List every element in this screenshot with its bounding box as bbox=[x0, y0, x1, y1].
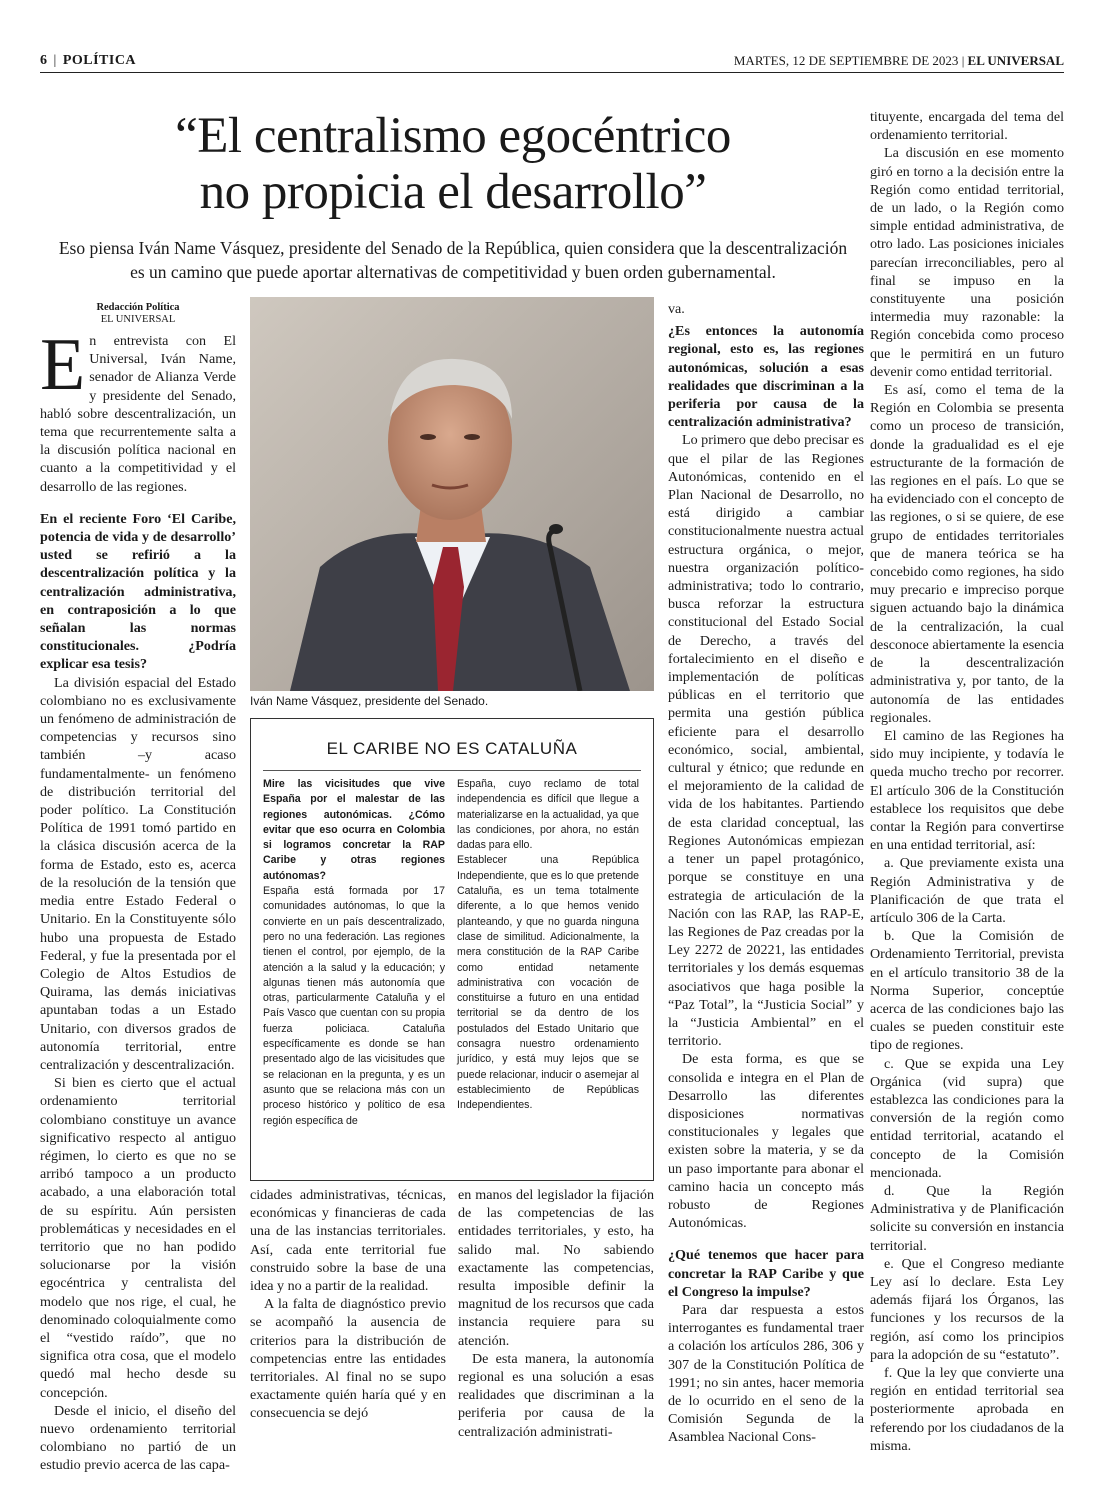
answer-paragraph: cidades administrativas, técnicas, económicas y financieras de cada una de las instancias territoriales. Así, cada ente territorial fue construido sobre la base de una idea y no a partir de la realidad. bbox=[250, 1187, 446, 1295]
box-column-right bbox=[457, 777, 639, 1114]
portrait-illustration bbox=[250, 297, 654, 691]
requirement-d: d. Que la Región Administrativa y de Planificación solicite su conversión en instancia territorial. bbox=[870, 1182, 1064, 1254]
byline bbox=[40, 302, 236, 326]
requirement-a: a. Que previamente exista una Región Administrativa y de Planificación de que trata el artículo 306 de la Carta. bbox=[870, 855, 1064, 926]
byline-outlet: EL UNIVERSAL bbox=[100, 314, 176, 325]
answer-paragraph: Si bien es cierto que el actual ordenamiento territorial colombiano constituye un avance significativo respecto al antiguo régimen, lo cierto es que no se arribó tampoco a un producto acabado, a una elaboración total de su espíritu. Aún persisten problemáticas y necesidades en el territorio que no han podido solucionarse por la visión egocéntrica y centralista del modelo que nos rige, el cual, he denominado coloquialmente como el “vestido raído”, que no significa otra cosa, que el modelo quedó mal hecho desde su concepción. bbox=[40, 1075, 236, 1401]
publication-name: EL UNIVERSAL bbox=[967, 53, 1064, 68]
answer-paragraph: De esta forma, es que se consolida e integra en el Plan de Desarrollo las diferentes disposiciones normativas constitucionales y legales que existen sobre la materia, y se da un paso importante para abonar el camino hacia un concepto más robusto de Regiones Autonómicas. bbox=[668, 1051, 864, 1232]
box-question: Mire las vicisitudes que vive España por el malestar de las regiones autonómicas. ¿Cómo evitar que eso ocurra en Colombia si logramos concretar la RAP Caribe y otras regiones autónomas? bbox=[263, 778, 445, 882]
column-1 bbox=[40, 324, 236, 1475]
box-answer-paragraph: España, cuyo reclamo de total independencia es difícil que llegue a materializarse en la actualidad, ya que las condiciones, por ahora, no están dadas para ello. bbox=[457, 778, 639, 852]
column-4 bbox=[668, 300, 864, 1447]
issue-date: MARTES, 12 DE SEPTIEMBRE DE 2023 bbox=[733, 53, 959, 68]
headline-line-1: “El centralismo egocéntrico bbox=[175, 108, 731, 164]
question-1: En el reciente Foro ‘El Caribe, potencia de vida y de desarrollo’ usted se refirió a la descentralización política y la centralización administrativa, en contraposición a lo que señalan las normas constitucionales. ¿Podría explicar esa tesis? bbox=[40, 510, 236, 673]
question-2: ¿Es entonces la autonomía regional, esto es, las regiones autonómicas, solución a esas realidades que discriminan a la periferia por causa de la centralización administrativa? bbox=[668, 323, 864, 431]
requirement-f: f. Que la ley que convierte una región en entidad territorial sea posteriormente aprobada en referendo por los ciudadanos de la misma. bbox=[870, 1365, 1064, 1454]
headline bbox=[40, 108, 866, 220]
page-header-left: 6 | POLÍTICA bbox=[40, 53, 137, 68]
drop-cap: E bbox=[40, 324, 86, 406]
answer-paragraph: El camino de las Regiones ha sido muy incipiente, y todavía le queda mucho trecho por recorrer. El artículo 306 de la Constitución establece los requisitos que debe contar la Región para convertirse en una entidad territorial, así: bbox=[870, 727, 1064, 854]
sidebar-box bbox=[250, 718, 654, 1181]
requirement-b: b. Que la Comisión de Ordenamiento Territorial, prevista en el artículo transitorio 38 de la Norma Superior, conceptúe acerca de las condiciones bajo las cuales se pueden constituir este tipo de regiones. bbox=[870, 928, 1064, 1054]
box-title: EL CARIBE NO ES CATALUÑA bbox=[326, 739, 578, 758]
page-number: 6 bbox=[40, 53, 48, 68]
answer-paragraph: Lo primero que debo precisar es que el pilar de las Regiones Autonómicas, contenido en el Plan Nacional de Desarrollo, no está dirigido a cambiar constitucionalmente nuestra actual estructura orgánica, o mejor, nuestra organización político-administrativa; todo lo contrario, busca reforzar la estructura constitucional del Estado Social de Derecho, a través del fortalecimiento en el diseño e implementación de políticas públicas en el territorio que permita una gestión pública eficiente para el desarrollo económico, social, ambiental, cultural y étnico; que redunde en el mejoramiento de la calidad de vida de los habitantes. Partiendo de esta claridad conceptual, las Regiones Autonómicas empiezan a tener un papel protagónico, porque se constituye en una estrategia de articulación de la Nación con las RAP, las RAP-E, las Regiones de Paz creadas por la Ley 2272 de 20221, las entidades territoriales y los demás esquemas asociativos que haga posible la “Paz Total”, la “Justicia Social” y la “Justicia Ambiental” en el territorio. bbox=[668, 432, 864, 1050]
column-5 bbox=[870, 108, 1064, 1455]
subheadline bbox=[40, 236, 866, 284]
answer-paragraph: Es así, como el tema de la Región en Colombia se presenta como un proceso de transición, donde la gradualidad es el eje estructurante de la formación de las regiones en el país. Lo que se ha evidenciado con el concepto de las regiones, o si se quiere, de ese grupo de entidades territoriales que de manera teórica se ha concebido como regiones, ha sido muy precario e impreciso porque siguen actuando bajo la dinámica de la centralización, la cual desconoce abiertamente la esencia de la descentralización administrativa y, por tanto, de la autonomía de las entidades regionales. bbox=[870, 382, 1064, 726]
answer-paragraph: Desde el inicio, el diseño del nuevo ordenamiento territorial colombiano no partió de un estudio previo acerca de las capa- bbox=[40, 1402, 236, 1474]
answer-paragraph: De esta manera, la autonomía regional es una solución a esas realidades que discriminan a la periferia por causa de la centralización administrati- bbox=[458, 1350, 654, 1440]
continued-text: tituyente, encargada del tema del ordenamiento territorial. bbox=[870, 109, 1064, 144]
answer-paragraph: Para dar respuesta a estos interrogantes es fundamental traer a colación los artículos 286, 306 y 307 de la Constitución Política de 1991; no sin antes, hacer memoria de lo ocurrido en el seno de la Comisión Segunda de la Asamblea Nacional Cons- bbox=[668, 1301, 864, 1446]
requirement-e: e. Que el Congreso mediante Ley así lo declare. Esta Ley además fijará los Órganos, las funciones y los recursos de la región, así como los principios para la adopción de su “estatuto”. bbox=[870, 1255, 1064, 1363]
column-3 bbox=[458, 1186, 654, 1441]
requirement-c: c. Que se expida una Ley Orgánica (vid supra) que establezca las condiciones para la conversión de la región como entidad territorial, acatando el concepto de la Comisión mencionada. bbox=[870, 1055, 1064, 1181]
answer-paragraph: La discusión en ese momento giró en torno a la decisión entre la Región como entidad territorial, de un lado, o la Región como simple entidad administrativa, de otro lado. Las posiciones iniciales parecían irreconciliables, pero al final se impuso en la constituyente una posición intermedia muy razonable: la Región concebida como proceso que le permitirá en un futuro devenir como entidad territorial. bbox=[870, 145, 1064, 380]
photo-caption: Iván Name Vásquez, presidente del Senado. bbox=[250, 694, 489, 708]
page-header-right: MARTES, 12 DE SEPTIEMBRE DE 2023 | EL UNIVERSAL bbox=[733, 53, 1064, 68]
answer-paragraph: A la falta de diagnóstico previo se acompañó la ausencia de criterios para la distribución de competencias entre las entidades territoriales. Al final no se supo exactamente quién haría qué y en consecuencia se dejó bbox=[250, 1296, 446, 1422]
box-answer-paragraph: España está formada por 17 comunidades autónomas, lo que la convierte en un país descentralizado, pero no una federación. Las regiones tienen el control, por ejemplo, de la atención a la salud y la educación; y algunas tienen más autonomía que otras, particularmente Cataluña y el País Vasco que cuentan con su propia fuerza policiaca. Cataluña específicamente es donde se han presentado algo de las vicisitudes que se relacionan en la pregunta, y es un asunto que se relaciona más con un proceso histórico y político de esa región específica de bbox=[263, 885, 445, 1127]
section-name: POLÍTICA bbox=[62, 53, 137, 68]
header-rule bbox=[40, 72, 1064, 73]
intro-paragraph: En entrevista con El Universal, Iván Name, senador de Alianza Verde y presidente del Senado, habló sobre descentralización, un tema que recurrentemente salta a la discusión política nacional en cuanto a la competitividad y el desarrollo de las regiones. bbox=[40, 324, 236, 495]
headline-line-2: no propicia el desarrollo” bbox=[199, 164, 707, 220]
byline-author: Redacción Política bbox=[96, 302, 180, 313]
answer-paragraph: en manos del legislador la fijación de las competencias de las entidades territoriales, y esto, ha salido mal. No sabiendo exactamente las competencias, resulta imposible definir la magnitud de los recursos que cada instancia requiere para su atención. bbox=[458, 1187, 654, 1349]
box-title-rule bbox=[263, 770, 641, 771]
subheadline-line-1: Eso piensa Iván Name Vásquez, presidente del Senado de la República, quien considera que la descentralización bbox=[58, 238, 848, 258]
box-column-left bbox=[263, 777, 445, 1129]
subheadline-line-2: es un camino que puede aportar alternativas de competitividad y buen orden gubernamental. bbox=[130, 262, 776, 282]
continued-text: va. bbox=[668, 301, 685, 317]
box-answer-paragraph: Establecer una República Independiente, que es lo que pretende Cataluña, es un tema totalmente diferente, a lo que hemos venido planteando, y que no guarda ninguna clase de similitud. Adicionalmente, la mera constitución de la RAP Caribe como entidad netamente administrativa con vocación de constituirse a futuro en una entidad territorial se da dentro de los postulados del Estado Unitario que consagra nuestro ordenamiento jurídico, y está muy lejos que se puede relacionar, inducir o asemejar al establecimiento de Repúblicas Independientes. bbox=[457, 854, 639, 1112]
answer-paragraph: La división espacial del Estado colombiano no es exclusivamente un fenómeno de administración de competencias y recursos sino también –y acaso fundamentalmente- un fenómeno de distribución territorial del poder político. La Constitución Política de 1991 tomó partido en la clásica discusión acerca de la forma de Estado, esto es, acerca de la resolución de la tensión que media entre Estado Federal o Unitario. En la Constituyente sólo hubo una propuesta de Estado Federal, y fue la presentada por el Colegio de Altos Estudios de Quirama, las demás iniciativas apuntaban todas a un Estado Unitario, con diversos grados de autonomía territorial, entre centralización y descentralización. bbox=[40, 674, 236, 1073]
question-3: ¿Qué tenemos que hacer para concretar la RAP Caribe y que el Congreso la impulse? bbox=[668, 1247, 864, 1300]
portrait-photo bbox=[250, 297, 654, 691]
column-2 bbox=[250, 1186, 446, 1423]
